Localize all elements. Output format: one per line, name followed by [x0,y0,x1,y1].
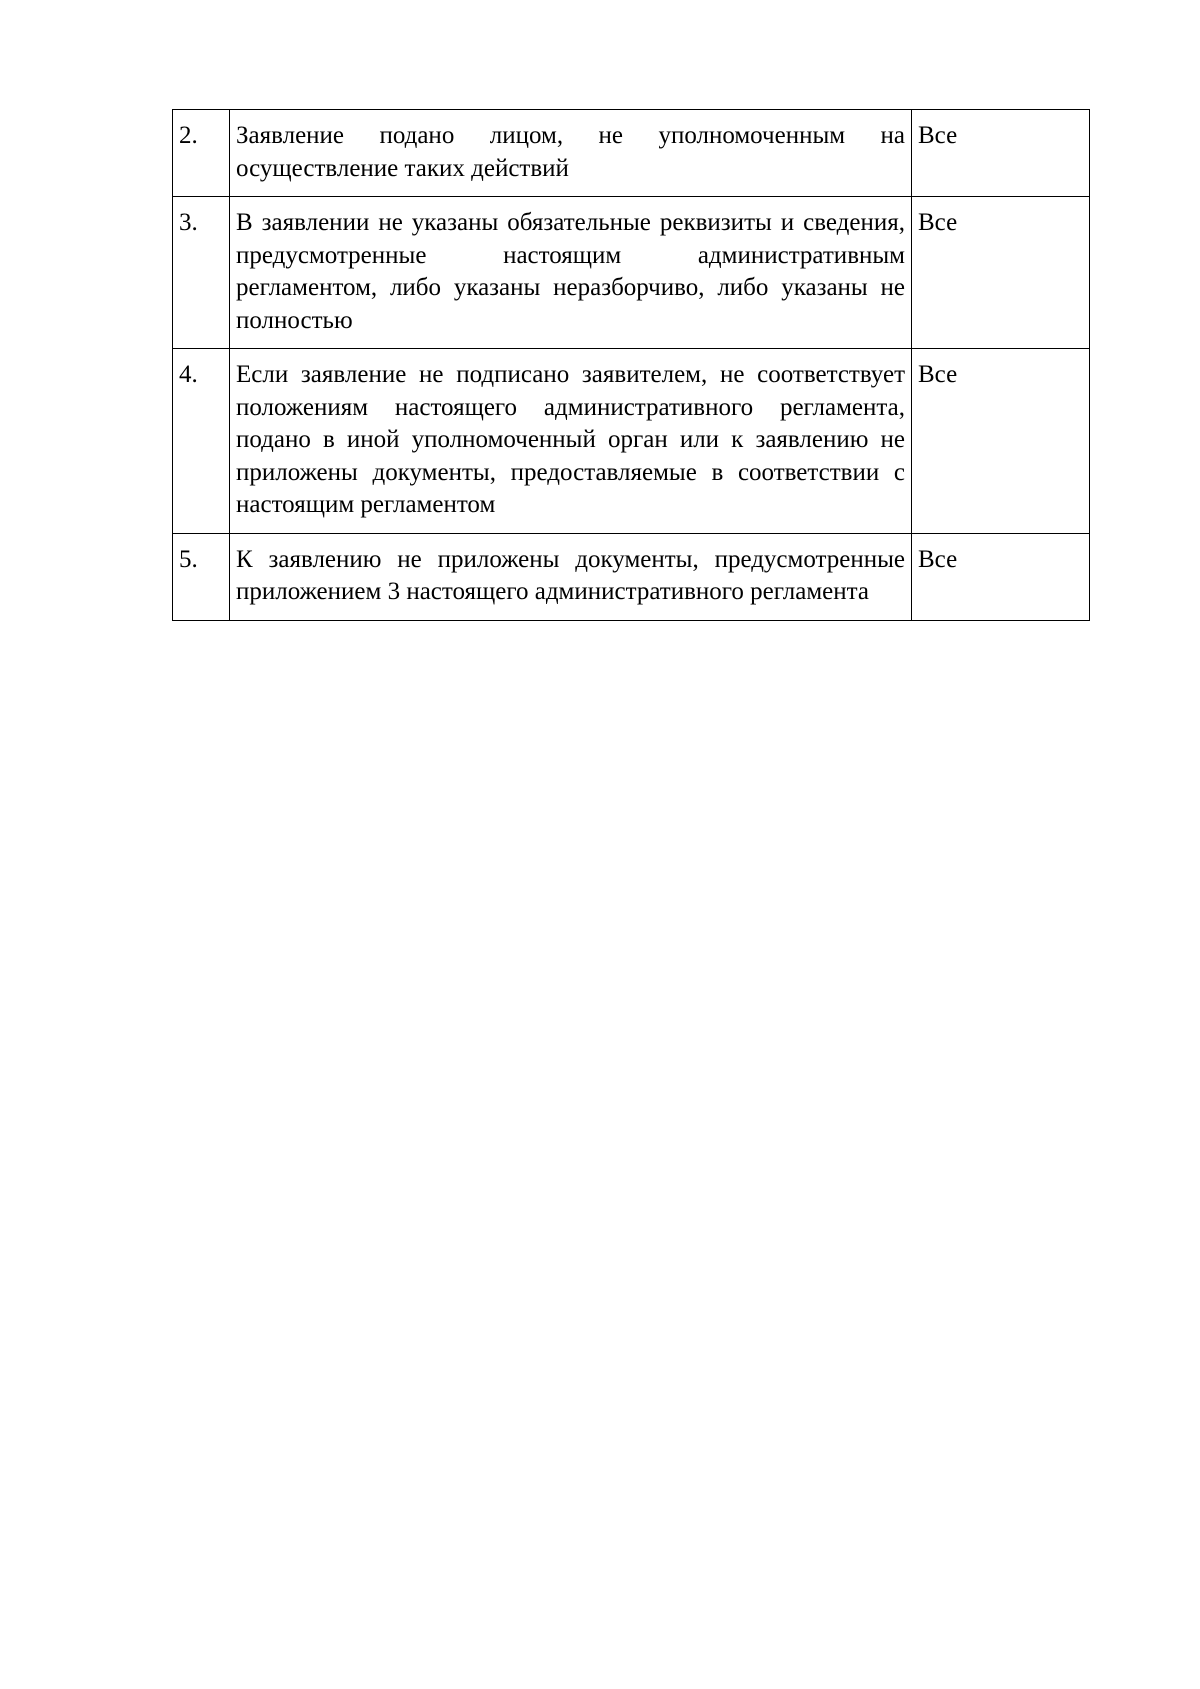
row-text: Заявление подано лицом, не уполномоченным на осуществление таких действий [230,110,912,197]
table-row [173,197,1090,349]
table-row [173,110,1090,197]
table-row [173,349,1090,534]
row-number: 2. [173,110,230,197]
grounds-table [172,109,1090,621]
row-text: В заявлении не указаны обязательные реквизиты и сведения, предусмотренные настоящим административным регламентом, либо указаны неразборчиво, либо указаны не полностью [230,197,912,349]
row-applies-to: Все [912,349,1090,534]
row-text: Если заявление не подписано заявителем, не соответствует положениям настоящего административного регламента, подано в иной уполномоченный орган или к заявлению не приложены документы, предоставляемые в соответствии с настоящим регламентом [230,349,912,534]
table-row [173,533,1090,620]
row-applies-to: Все [912,533,1090,620]
row-number: 5. [173,533,230,620]
row-text: К заявлению не приложены документы, предусмотренные приложением 3 настоящего административного регламента [230,533,912,620]
row-number: 3. [173,197,230,349]
row-applies-to: Все [912,110,1090,197]
row-number: 4. [173,349,230,534]
row-applies-to: Все [912,197,1090,349]
